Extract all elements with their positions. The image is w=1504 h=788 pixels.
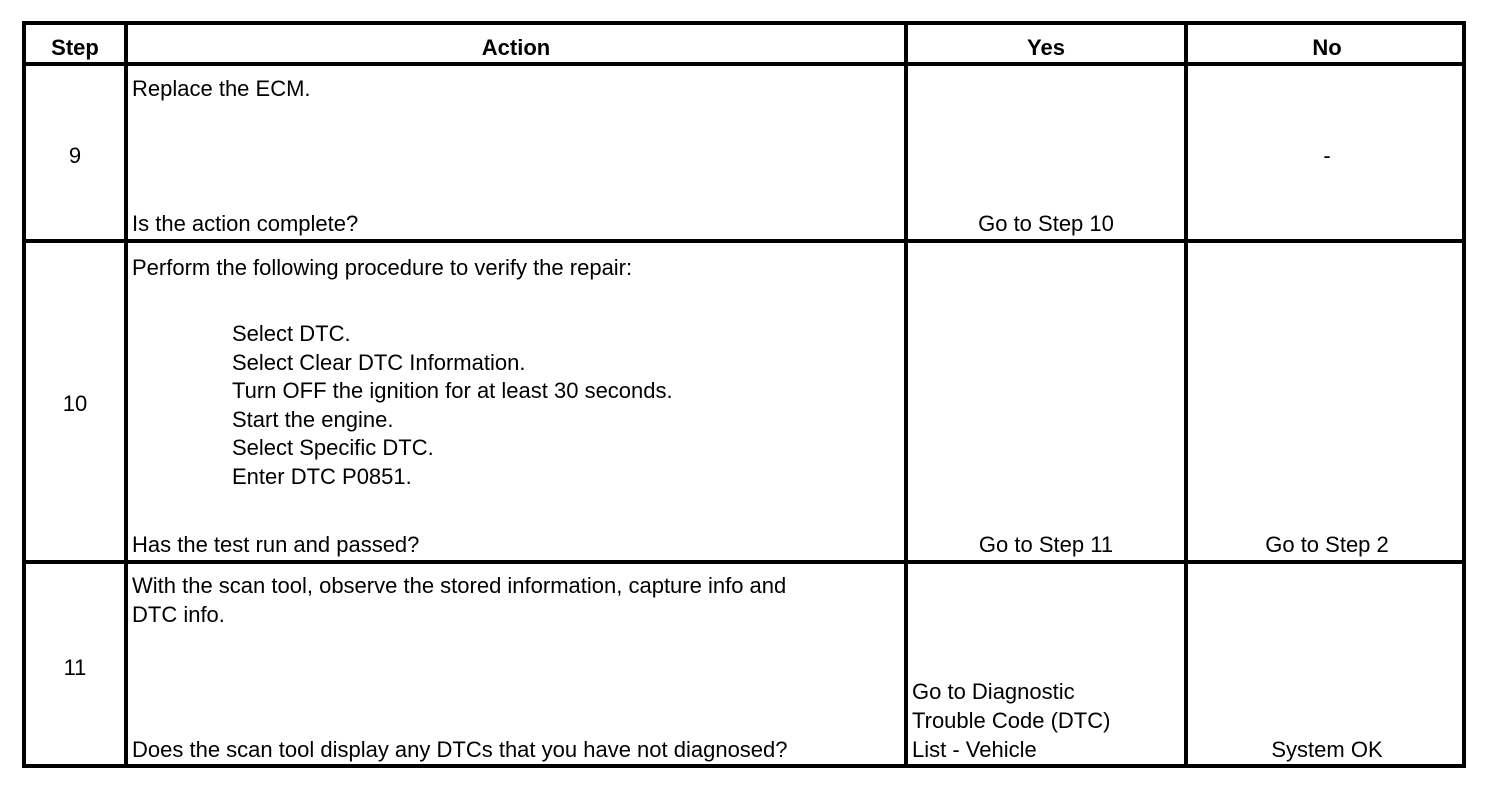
header-no: No [1312, 35, 1342, 60]
yes-text: List - Vehicle [912, 737, 1037, 762]
action-text: With the scan tool, observe the stored information, capture info and [132, 573, 787, 598]
no-text: System OK [1271, 737, 1383, 762]
sub-step: Enter DTC P0851. [232, 464, 412, 489]
row-divider [26, 560, 1462, 564]
header-step: Step [51, 35, 99, 60]
sub-step: Select DTC. [232, 321, 351, 346]
header-yes: Yes [1027, 35, 1065, 60]
column-divider [124, 25, 128, 764]
diagnostic-table [22, 21, 1466, 768]
no-text: - [1323, 143, 1331, 168]
step-number: 9 [68, 143, 82, 168]
header-action: Action [481, 35, 551, 60]
column-divider [904, 25, 908, 764]
column-divider [1184, 25, 1188, 764]
action-text: Perform the following procedure to verify the repair: [132, 255, 633, 280]
sub-step: Turn OFF the ignition for at least 30 seconds. [232, 378, 673, 403]
action-text: DTC info. [132, 602, 225, 627]
step-number: 10 [62, 391, 88, 416]
yes-text: Go to Step 11 [978, 532, 1114, 557]
yes-text: Go to Diagnostic [912, 679, 1075, 704]
sub-step: Start the engine. [232, 407, 394, 432]
yes-text: Trouble Code (DTC) [912, 708, 1111, 733]
row-divider [26, 239, 1462, 243]
action-question: Does the scan tool display any DTCs that you have not diagnosed? [132, 737, 788, 762]
sub-step: Select Clear DTC Information. [232, 350, 526, 375]
action-question: Has the test run and passed? [132, 532, 420, 557]
action-text: Replace the ECM. [132, 76, 311, 101]
no-text: Go to Step 2 [1265, 532, 1389, 557]
action-question: Is the action complete? [132, 211, 359, 236]
yes-text: Go to Step 10 [978, 211, 1114, 236]
step-number: 11 [63, 655, 87, 680]
sub-step: Select Specific DTC. [232, 435, 434, 460]
